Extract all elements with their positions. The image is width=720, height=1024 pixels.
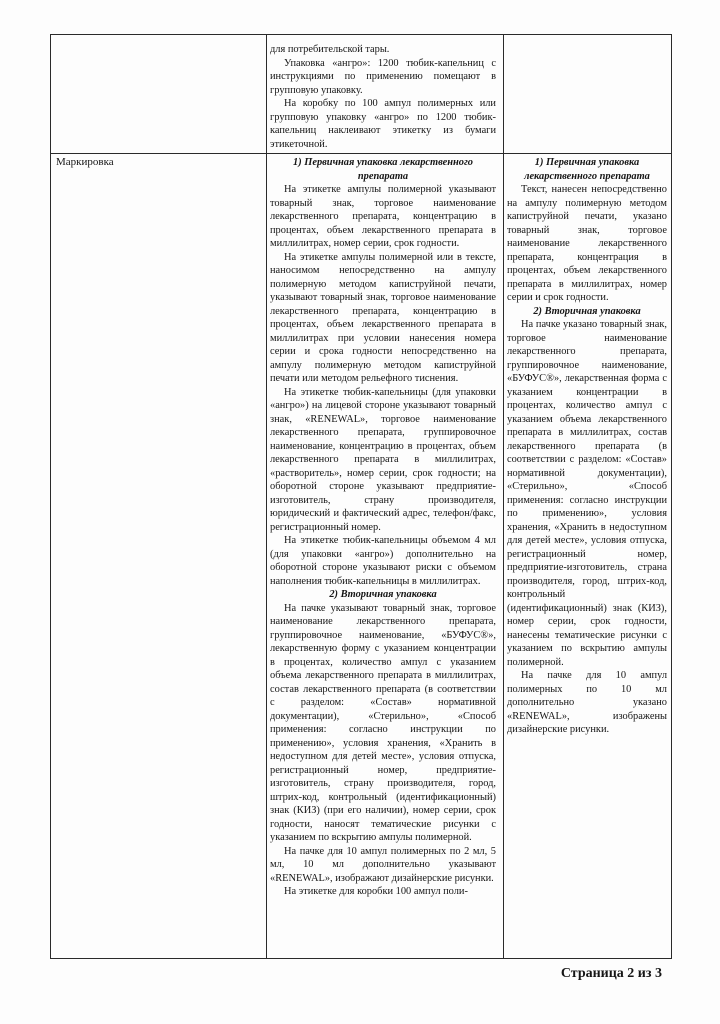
page-number: Страница 2 из 3	[560, 966, 662, 981]
paragraph: Упаковка «ангро»: 1200 тюбик-капельниц с инструкциями по применению помещают в групповую упаковку.	[270, 57, 496, 96]
paragraph: На пачке для 10 ампул полимерных по 10 мл дополнительно указано «RENEWAL», изображены дизайнерские рисунки.	[507, 670, 667, 735]
paragraph: На этикетке ампулы полимерной указывают товарный знак, торговое наименование лекарственного препарата, концентрацию в процентах, объем лекарственного препарата в миллилитрах, номер серии, срок годности.	[270, 184, 496, 249]
column-divider-2	[503, 35, 504, 958]
row-label-marking: Маркировка	[56, 156, 114, 168]
top-row-text	[270, 43, 496, 151]
marking-col-3	[507, 156, 667, 737]
marking-col-2	[270, 156, 496, 899]
primary-packaging-heading: 1) Первичная упаковка лекарственного препарата	[293, 157, 473, 182]
column-divider-1	[266, 35, 267, 958]
paragraph: На этикетке ампулы полимерной или в тексте, наносимом непосредственно на ампулу полимерную методом капиструйной печати, указывают товарный знак, торговое наименование лекарственного препарата, концентрацию в процентах, объем лекарственного препарата в миллилитрах при условии нанесения номера серии и срока годности непосредственно на ампулу полимерную методом капиструйной печати или методом рельефного тиснения.	[270, 251, 496, 384]
paragraph: На этикетке тюбик-капельницы объемом 4 мл (для упаковки «ангро») дополнительно на оборотной стороне указывают риски с объемом наполнения тюбик-капельницы в миллилитрах.	[270, 535, 496, 587]
secondary-packaging-heading: 2) Вторичная упаковка	[533, 305, 641, 317]
paragraph: На пачке указывают товарный знак, торговое наименование лекарственного препарата, группировочное наименование, «БУФУС®», лекарственную форму с указанием концентрации в процентах, количество ампул с указанием объема лекарственного препарата в миллилитрах, состав лекарственного препарата (в соответствии с разделом: «Состав» нормативной документации), «Стерильно», «Способ применения: согласно инструкции по применению», условия хранения, «Хранить в недоступном для детей месте», условия отпуска, регистрационный номер, предприятие-изготовитель, страну производителя, город, штрих-код, контрольный (идентификационный) знак (КИЗ) (при его наличии), номер серии, срок годности, наносят тематические рисунки с указанием по вскрытию ампулы полимерной.	[270, 602, 496, 843]
paragraph: Текст, нанесен непосредственно на ампулу полимерную методом капиструйной печати, указано товарный знак, торговое наименование лекарственного препарата, концентрация в процентах, объем лекарственного препарата в миллилитрах, номер серии и срок годности.	[507, 184, 667, 303]
row-divider	[51, 153, 671, 154]
paragraph: На этикетке для коробки 100 ампул поли-	[284, 886, 468, 897]
paragraph: На пачке указано товарный знак, торговое наименование лекарственного препарата, группировочное наименование, «БУФУС®», лекарственная форма с указанием концентрации в процентах, количество ампул с указанием объема лекарственного препарата в миллилитрах, состав лекарственного препарата (в соответствии с разделом: «Состав» нормативной документации), «Стерильно», «Способ применения: согласно инструкции по применению», условия хранения, «Хранить в недоступном для детей месте», условия отпуска, регистрационный номер, предприятие-изготовитель, страна производителя, город, штрих-код, контрольный (идентификационный) знак (КИЗ), номер серии, срок годности, нанесены тематические рисунки с указанием по вскрытию ампулы полимерной.	[507, 319, 667, 668]
paragraph: На пачке для 10 ампул полимерных по 2 мл, 5 мл, 10 мл дополнительно указывают «RENEWAL», изображают дизайнерские рисунки.	[270, 845, 496, 884]
secondary-packaging-heading: 2) Вторичная упаковка	[329, 589, 437, 600]
primary-packaging-heading: 1) Первичная упаковка лекарственного препарата	[524, 157, 650, 182]
paragraph: На этикетке тюбик-капельницы (для упаковки «ангро») на лицевой стороне указывают товарный знак, «RENEWAL», торговое наименование лекарственного препарата, группировочное наименование, концентрацию в процентах, объем лекарственного препарата в миллилитрах, «растворитель», номер серии, срок годности; на оборотной стороне указывают предприятие-изготовитель, страну производителя, юридический и фактический адрес, телефон/факс, регистрационный номер.	[270, 386, 496, 533]
paragraph: для потребительской тары.	[270, 44, 390, 55]
paragraph: На коробку по 100 ампул полимерных или групповую упаковку «ангро» по 1200 тюбик-капельниц наклеивают этикетку из бумаги этикеточной.	[270, 98, 496, 150]
